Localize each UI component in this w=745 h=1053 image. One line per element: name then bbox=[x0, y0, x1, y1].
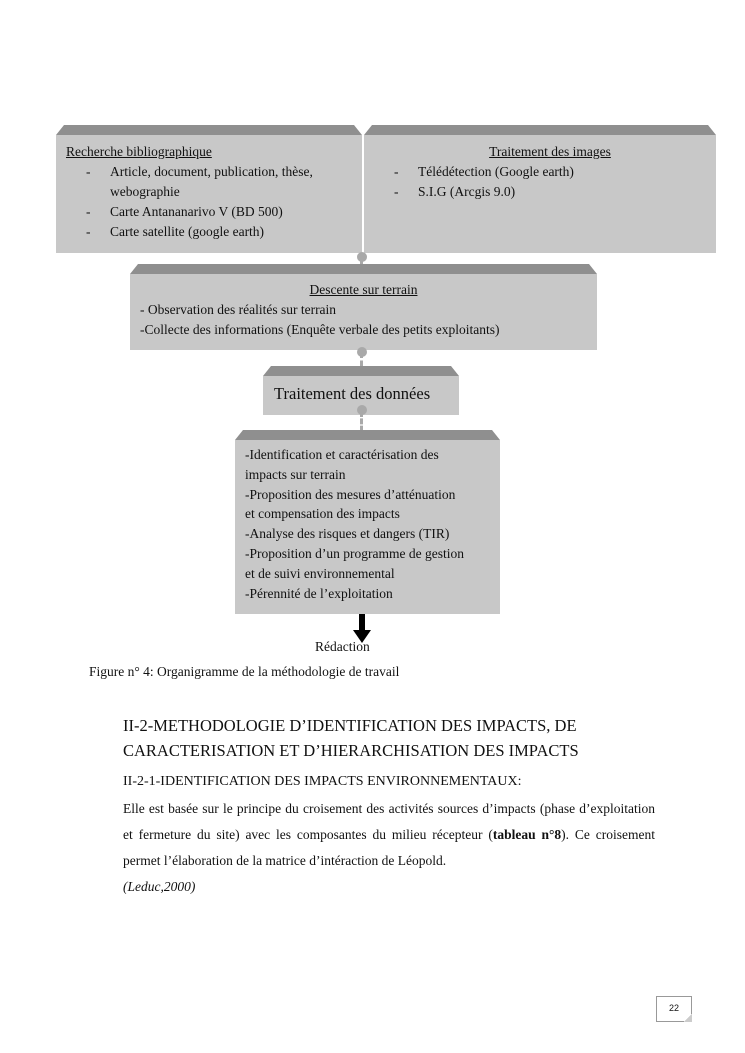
box-bevel bbox=[364, 125, 716, 135]
figure-caption: Figure n° 4: Organigramme de la méthodologie de travail bbox=[89, 664, 400, 679]
heading-line: CARACTERISATION ET D’HIERARCHISATION DES IMPACTS bbox=[123, 741, 579, 760]
text-line: -Pérennité de l’exploitation bbox=[245, 585, 393, 601]
text-line: -Analyse des risques et dangers (TIR) bbox=[245, 526, 450, 542]
text-line: -Proposition d’un programme de gestion bbox=[245, 545, 464, 561]
citation: (Leduc,2000) bbox=[123, 879, 196, 894]
box-title: Traitement des données bbox=[274, 384, 431, 403]
page-number: 22 bbox=[656, 996, 692, 1022]
text-line: -Collecte des informations (Enquête verbale des petits exploitants) bbox=[140, 322, 500, 337]
box-bevel bbox=[56, 125, 362, 135]
text-line: -Identification et caractérisation des bbox=[245, 447, 439, 462]
body-paragraph bbox=[123, 796, 655, 900]
text-line: - Observation des réalités sur terrain bbox=[140, 302, 337, 317]
list-item: - S.I.G (Arcgis 9.0) bbox=[374, 182, 706, 202]
box-resultats bbox=[235, 440, 500, 614]
box-bevel bbox=[263, 366, 459, 376]
box-recherche-bibliographique bbox=[56, 135, 362, 253]
item-list bbox=[374, 162, 706, 202]
subsection-heading: II-2-1-IDENTIFICATION DES IMPACTS ENVIRONNEMENTAUX: bbox=[123, 774, 522, 789]
section-heading bbox=[123, 713, 579, 763]
box-traitement-images bbox=[364, 135, 716, 253]
text-line: impacts sur terrain bbox=[245, 466, 346, 482]
box-bevel bbox=[130, 264, 597, 274]
box-title: Traitement des images bbox=[489, 144, 611, 159]
box-bevel bbox=[235, 430, 500, 440]
end-label: Rédaction bbox=[315, 639, 370, 654]
box-title: Recherche bibliographique bbox=[66, 144, 212, 159]
paragraph-text: Elle est basée sur le principe du croisement des activités sources d’impacts (phase d’exploitation et fermeture du site) avec les composantes du milieu récepteur ( bbox=[123, 801, 655, 842]
list-item: - Télédétection (Google earth) bbox=[374, 162, 706, 182]
paragraph-text: ). Ce croisement permet l’élaboration de la matrice d’intéraction de Léopold. bbox=[123, 827, 655, 868]
text-line: -Proposition des mesures d’atténuation bbox=[245, 486, 456, 502]
heading-line: II-2-METHODOLOGIE D’IDENTIFICATION DES IMPACTS, DE bbox=[123, 716, 577, 735]
list-item: - Article, document, publication, thèse, webographie bbox=[66, 162, 352, 202]
item-list bbox=[66, 162, 352, 242]
list-item: - Carte satellite (google earth) bbox=[66, 222, 352, 242]
text-line: et de suivi environnemental bbox=[245, 565, 395, 581]
table-reference: tableau n°8 bbox=[492, 827, 562, 842]
box-descente-terrain bbox=[130, 274, 597, 350]
text-line: et compensation des impacts bbox=[245, 506, 400, 522]
box-title: Descente sur terrain bbox=[309, 282, 418, 297]
list-item: - Carte Antananarivo V (BD 500) bbox=[66, 202, 352, 222]
